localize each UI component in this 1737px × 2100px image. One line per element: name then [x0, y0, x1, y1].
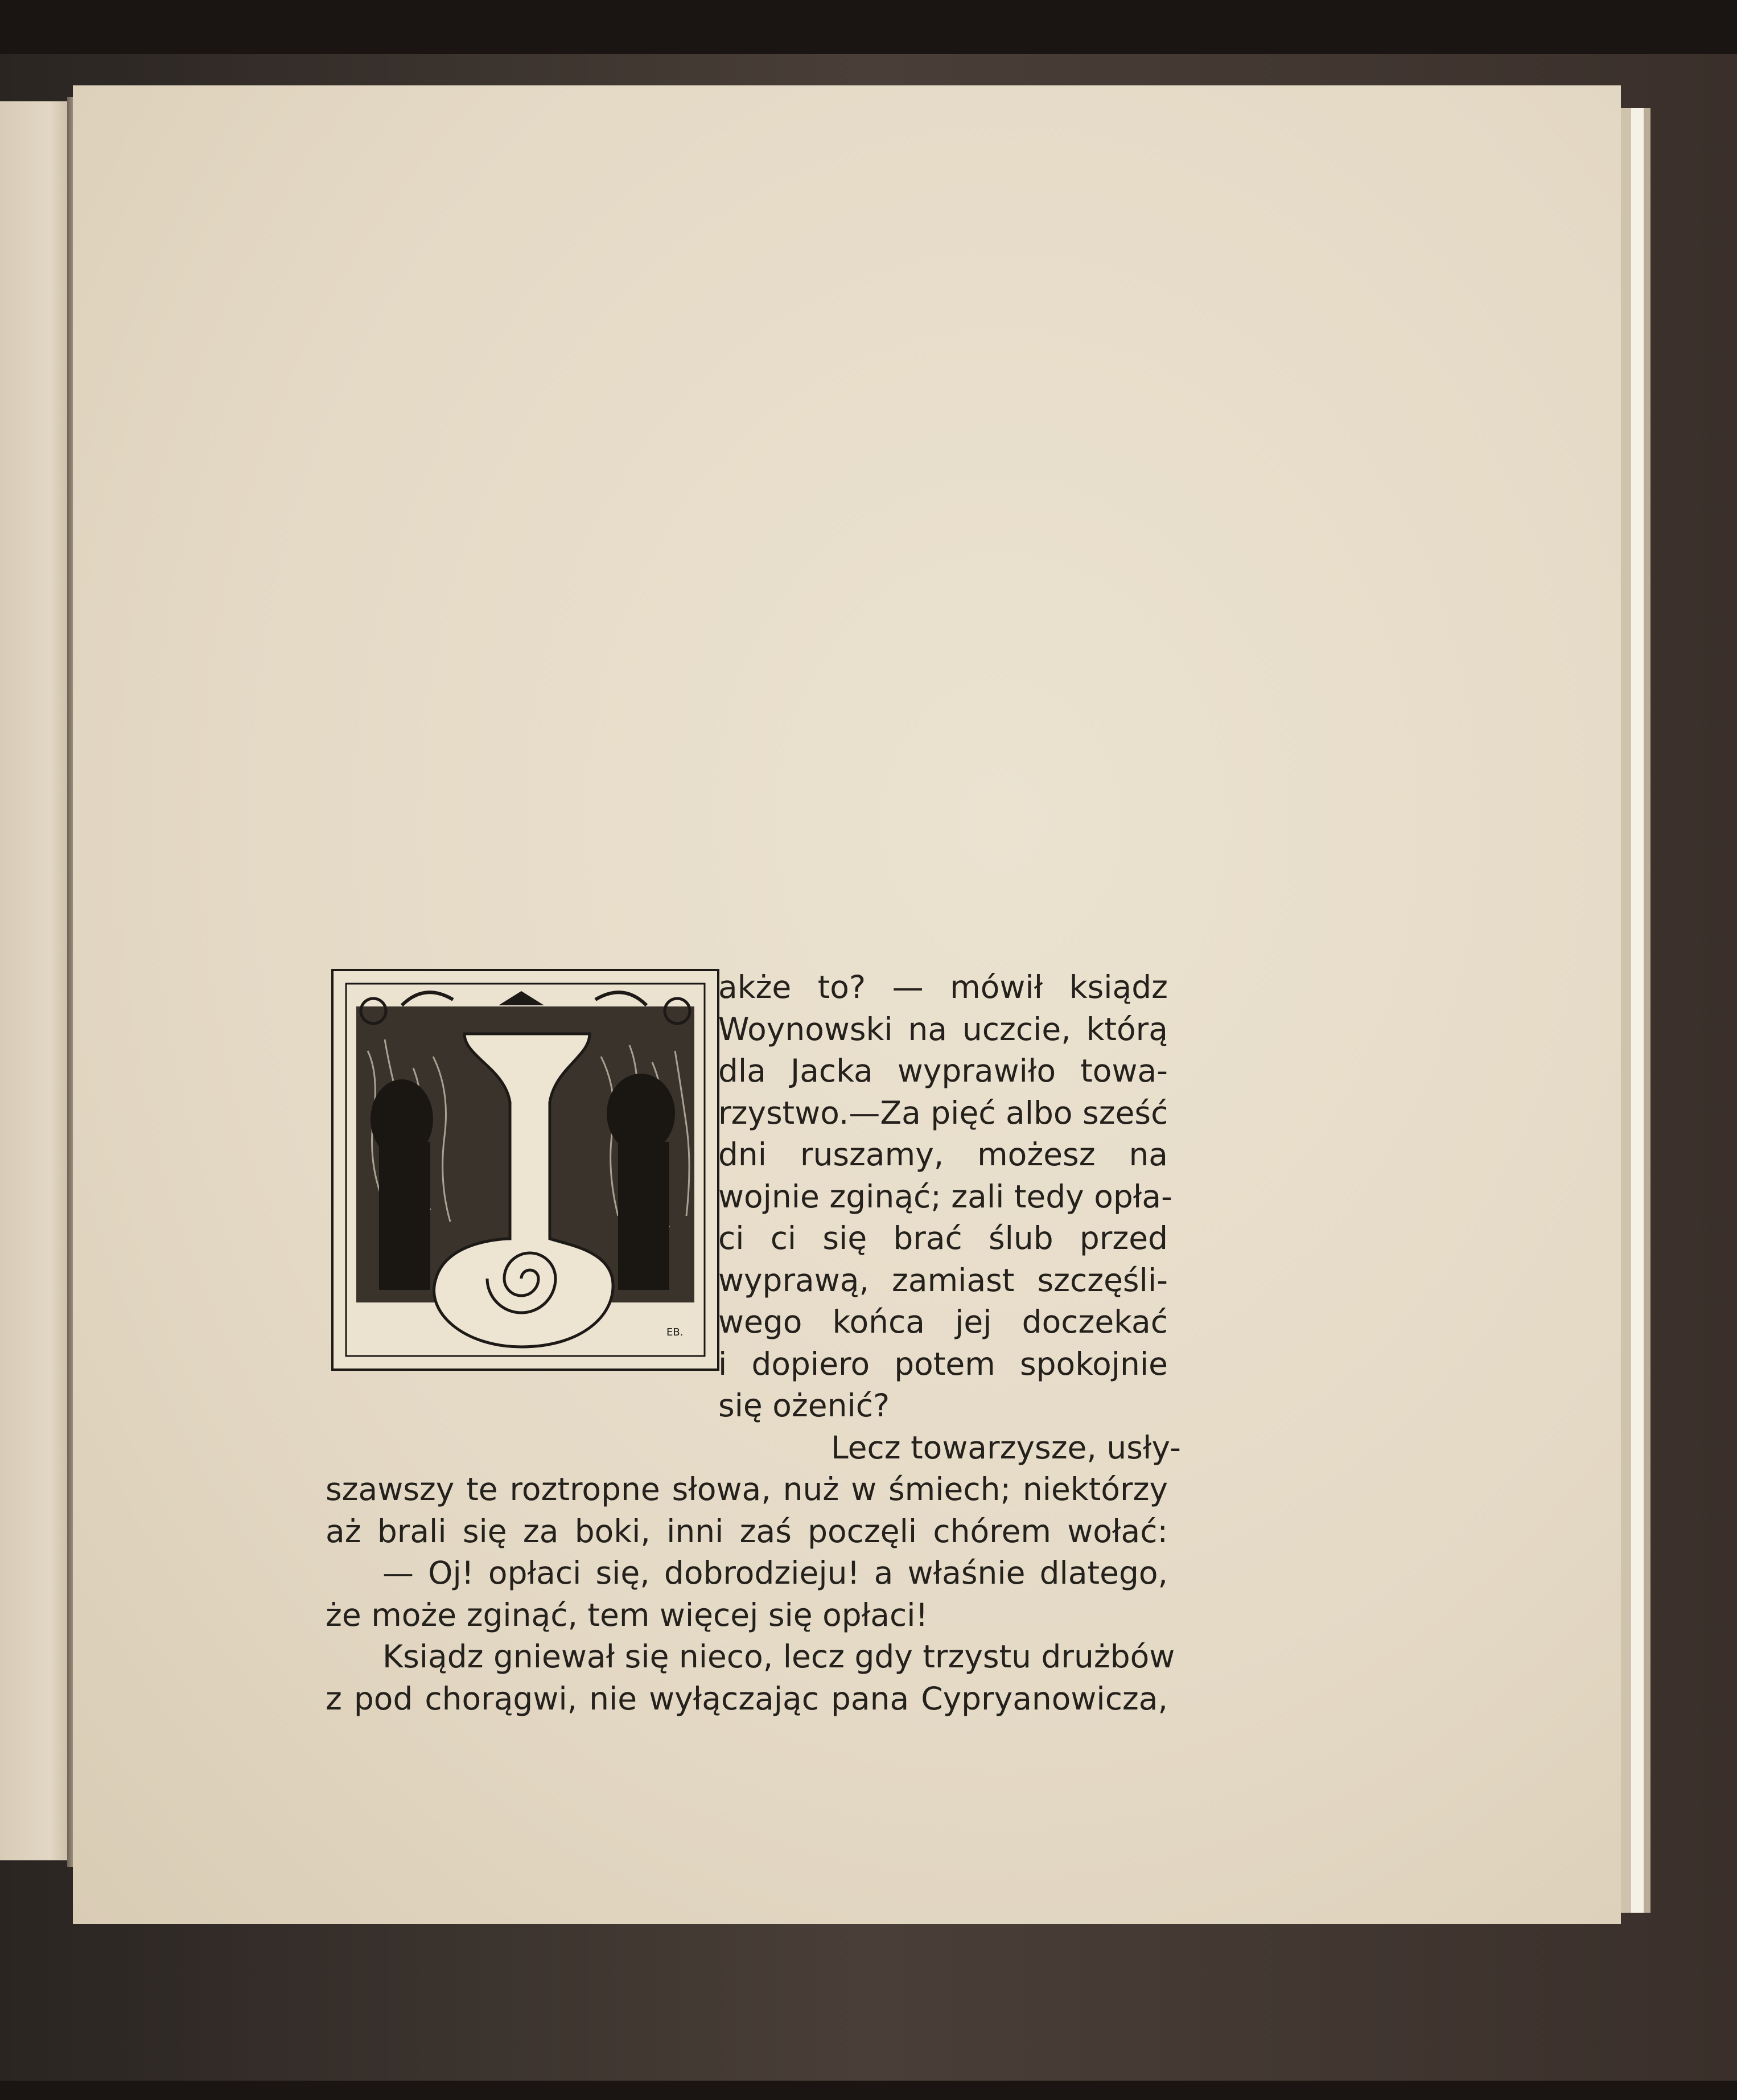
text-line: z pod chorągwi, nie wyłączając pana Cypryanowicza,	[326, 1680, 1168, 1717]
text-line: akże to? — mówił ksiądz	[718, 969, 1168, 1005]
text-line: — Oj! opłaci się, dobrodzieju! a właśnie dlatego,	[382, 1555, 1168, 1591]
page-edge	[1644, 108, 1650, 1913]
text-line: wego końca jej doczekać	[718, 1304, 1168, 1340]
initial-signature: EB.	[666, 1326, 684, 1338]
text-line: szawszy te roztropne słowa, nuż w śmiech; niektórzy	[326, 1471, 1168, 1507]
text-line: wyprawą, zamiast szczęśli-	[718, 1261, 1168, 1298]
left-page-edge	[0, 101, 72, 1860]
text-line: wojnie zginąć; zali tedy opła-	[718, 1178, 1172, 1215]
text-line: się ożenić?	[718, 1387, 890, 1424]
text-line: ci ci się brać ślub przed	[718, 1220, 1168, 1256]
text-line: dni ruszamy, możesz na	[718, 1136, 1168, 1173]
page-edge	[1621, 108, 1631, 1913]
body-text	[326, 967, 1181, 1720]
text-line: Lecz towarzysze, usły-	[831, 1429, 1181, 1466]
bleed-through-text	[319, 359, 1172, 871]
text-line: Woynowski na uczcie, którą	[718, 1010, 1168, 1047]
text-line: rzystwo.—Za pięć albo sześć	[718, 1094, 1168, 1131]
text-line: Ksiądz gniewał się nieco, lecz gdy trzystu drużbów	[382, 1638, 1175, 1675]
text-line: i dopiero potem spokojnie	[718, 1345, 1168, 1382]
text-line: że może zginąć, tem więcej się opłaci!	[326, 1596, 928, 1633]
text-line: dla Jacka wyprawiło towa-	[718, 1053, 1168, 1089]
text-line: aż brali się za boki, inni zaś poczęli chórem wołać:	[326, 1513, 1168, 1550]
page-edge	[1631, 108, 1644, 1913]
